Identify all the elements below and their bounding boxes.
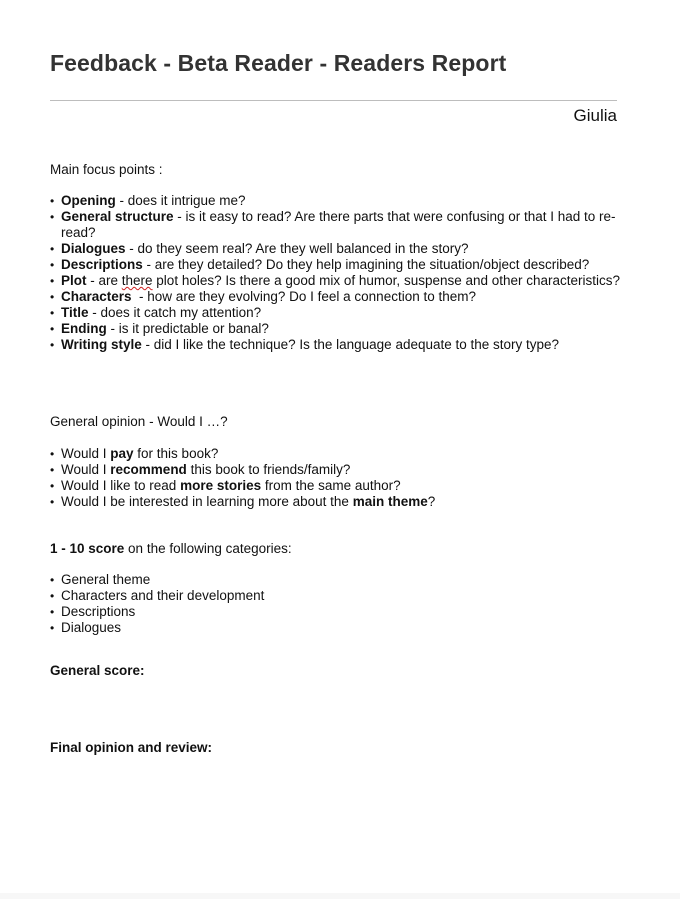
item-label: Descriptions xyxy=(61,257,143,272)
list-item xyxy=(50,209,625,241)
list-item xyxy=(50,446,625,462)
focus-list xyxy=(50,193,625,353)
item-label: General structure xyxy=(61,209,174,224)
list-item xyxy=(50,289,625,305)
title-divider xyxy=(50,100,617,101)
general-score-label: General score: xyxy=(50,663,145,678)
item-label: Ending xyxy=(61,321,107,336)
item-text: - are xyxy=(86,273,122,288)
page-bottom-edge xyxy=(0,893,680,899)
score-heading xyxy=(50,541,292,556)
page-title: Feedback - Beta Reader - Readers Report xyxy=(50,50,507,76)
item-text: - how are they evolving? Do I feel a connection to them? xyxy=(131,289,476,304)
item-text: Would I like to read xyxy=(61,478,181,493)
item-emphasis: pay xyxy=(110,446,134,461)
item-text: for this book? xyxy=(133,446,219,461)
item-text: - does it intrigue me? xyxy=(115,193,246,208)
author-name: Giulia xyxy=(573,106,617,125)
item-text: - do they seem real? Are they well balanced in the story? xyxy=(125,241,469,256)
opinion-list xyxy=(50,446,625,510)
list-item xyxy=(50,241,625,257)
list-item xyxy=(50,305,625,321)
score-heading-text: on the following categories: xyxy=(124,541,292,556)
item-text: - is it easy to read? Are there parts that were confusing or that I had to re-read? xyxy=(61,209,616,240)
item-emphasis: more stories xyxy=(180,478,262,493)
item-text: - are they detailed? Do they help imagining the situation/object described? xyxy=(142,257,590,272)
list-item xyxy=(50,337,625,353)
item-text: Would I xyxy=(61,462,111,477)
item-label: Writing style xyxy=(61,337,142,352)
list-item xyxy=(50,321,625,337)
item-label: Characters xyxy=(61,289,132,304)
opinion-heading: General opinion - Would I …? xyxy=(50,414,228,429)
item-label: Dialogues xyxy=(61,241,126,256)
list-item xyxy=(50,257,625,273)
focus-heading: Main focus points : xyxy=(50,162,163,177)
item-text: Would I xyxy=(61,446,111,461)
final-opinion-label: Final opinion and review: xyxy=(50,740,213,755)
list-item: • Dialogues xyxy=(50,620,625,636)
score-heading-bold: 1 - 10 score xyxy=(50,541,125,556)
list-item xyxy=(50,193,625,209)
list-item xyxy=(50,462,625,478)
item-text: - did I like the technique? Is the language adequate to the story type? xyxy=(141,337,560,352)
item-emphasis: main theme xyxy=(352,494,428,509)
list-item: • General theme xyxy=(50,572,625,588)
item-text: Would I be interested in learning more about the xyxy=(61,494,353,509)
item-label: Title xyxy=(61,305,89,320)
item-label: Opening xyxy=(61,193,116,208)
item-text: - does it catch my attention? xyxy=(88,305,262,320)
item-text: - is it predictable or banal? xyxy=(106,321,269,336)
list-item: • Descriptions xyxy=(50,604,625,620)
list-item xyxy=(50,494,625,510)
item-text: from the same author? xyxy=(261,478,401,493)
item-emphasis: recommend xyxy=(110,462,187,477)
item-text: plot holes? Is there a good mix of humor, suspense and other characteristics? xyxy=(152,273,621,288)
item-label: Plot xyxy=(61,273,87,288)
item-text: this book to friends/family? xyxy=(186,462,351,477)
item-text: ? xyxy=(427,494,436,509)
score-categories xyxy=(50,572,625,636)
list-item xyxy=(50,478,625,494)
misspelled-word[interactable]: there xyxy=(121,273,153,288)
list-item xyxy=(50,273,625,289)
list-item: • Characters and their development xyxy=(50,588,625,604)
